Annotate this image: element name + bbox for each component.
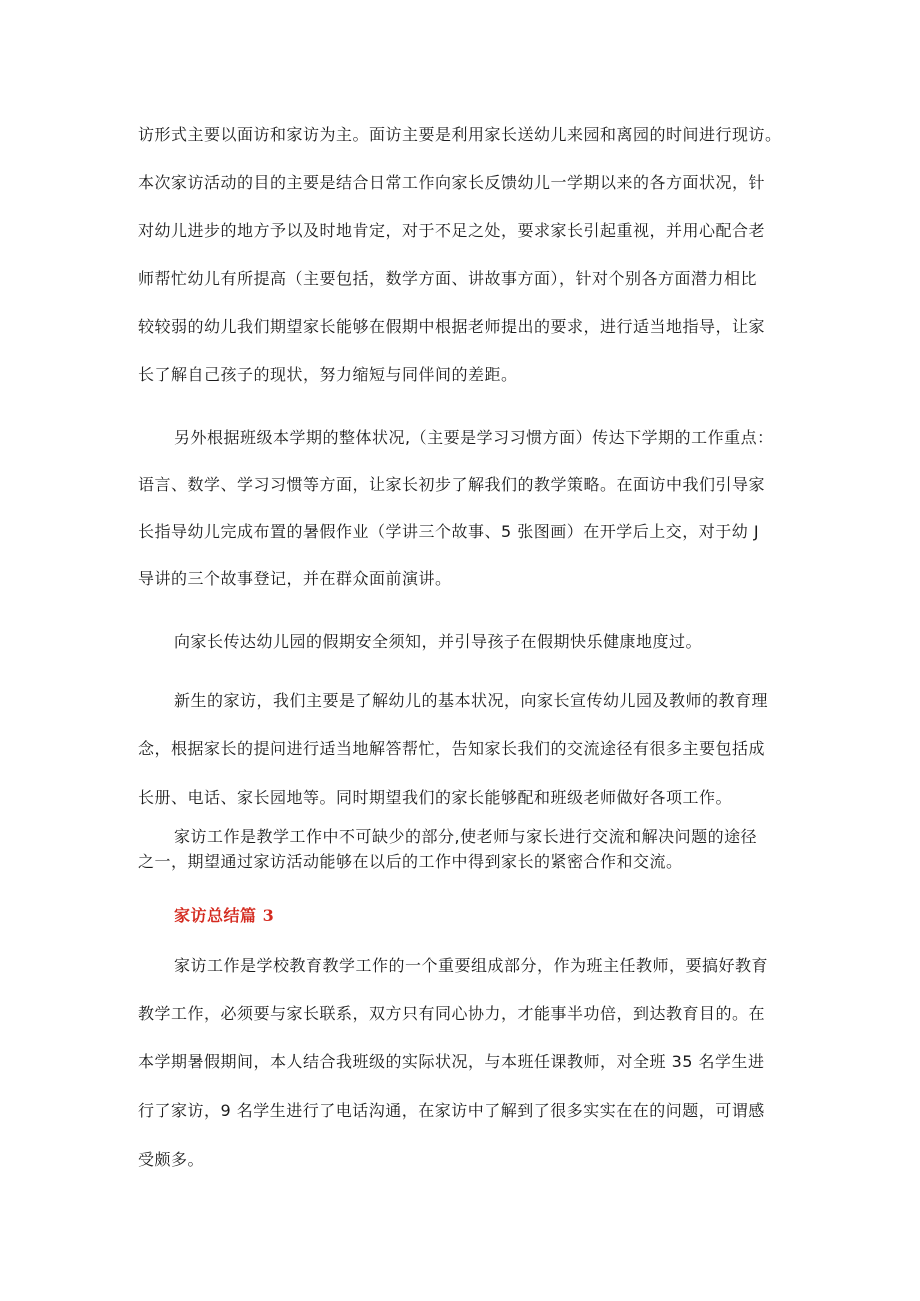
- paragraph-7-line-3: 本学期暑假期间，本人结合我班级的实际状况，与本班任课教师，对全班 35 名学生进: [138, 1052, 765, 1071]
- paragraph-4-line-2: 念，根据家长的提问进行适当地解答帮忙，告知家长我们的交流途径有很多主要包括成: [138, 739, 766, 758]
- paragraph-5-line-2: 之一，期望通过家访活动能够在以后的工作中得到家长的紧密合作和交流。: [138, 852, 683, 871]
- paragraph-3-line-1: 向家长传达幼儿园的假期安全须知，并引导孩子在假期快乐健康地度过。: [174, 632, 703, 651]
- paragraph-1-line-6: 长了解自己孩子的现状，努力缩短与同伴间的差距。: [138, 365, 518, 384]
- paragraph-2-line-1: 另外根据班级本学期的整体状况,（主要是学习习惯方面）传达下学期的工作重点：: [174, 428, 774, 447]
- paragraph-2-line-3: 长指导幼儿完成布置的暑假作业（学讲三个故事、5 张图画）在开学后上交，对于幼 J: [138, 522, 760, 541]
- paragraph-1-line-2: 本次家访活动的目的主要是结合日常工作向家长反馈幼儿一学期以来的各方面状况，针: [138, 173, 766, 192]
- paragraph-2-line-4: 导讲的三个故事登记，并在群众面前演讲。: [138, 569, 452, 588]
- paragraph-1-line-5: 较较弱的幼儿我们期望家长能够在假期中根据老师提出的要求，进行适当地指导，让家: [138, 317, 766, 336]
- paragraph-7-line-1: 家访工作是学校教育教学工作的一个重要组成部分，作为班主任教师，要搞好教育: [174, 956, 769, 975]
- paragraph-4-line-1: 新生的家访，我们主要是了解幼儿的基本状况，向家长宣传幼儿园及教师的教育理: [174, 691, 769, 710]
- section-heading: 家访总结篇 3: [174, 906, 275, 925]
- paragraph-7-line-4: 行了家访，9 名学生进行了电话沟通，在家访中了解到了很多实实在在的问题，可谓感: [138, 1101, 765, 1120]
- paragraph-1-line-4: 师帮忙幼儿有所提高（主要包括，数学方面、讲故事方面），针对个别各方面潜力相比: [138, 269, 758, 288]
- paragraph-2-line-2: 语言、数学、学习习惯等方面，让家长初步了解我们的教学策略。在面访中我们引导家: [138, 475, 766, 494]
- paragraph-4-line-3: 长册、电话、家长园地等。同时期望我们的家长能够配和班级老师做好各项工作。: [138, 788, 733, 807]
- paragraph-7-line-5: 受颇多。: [138, 1150, 205, 1169]
- paragraph-5-line-1: 家访工作是教学工作中不可缺少的部分,使老师与家长进行交流和解决问题的途径: [174, 827, 758, 846]
- paragraph-7-line-2: 教学工作，必须要与家长联系，双方只有同心协力，才能事半功倍，到达教育目的。在: [138, 1004, 766, 1023]
- paragraph-1-line-3: 对幼儿进步的地方予以及时地肯定，对于不足之处，要求家长引起重视，并用心配合老: [138, 221, 766, 240]
- paragraph-1-line-1: 访形式主要以面访和家访为主。面访主要是利用家长送幼儿来园和离园的时间进行现访。: [138, 125, 782, 144]
